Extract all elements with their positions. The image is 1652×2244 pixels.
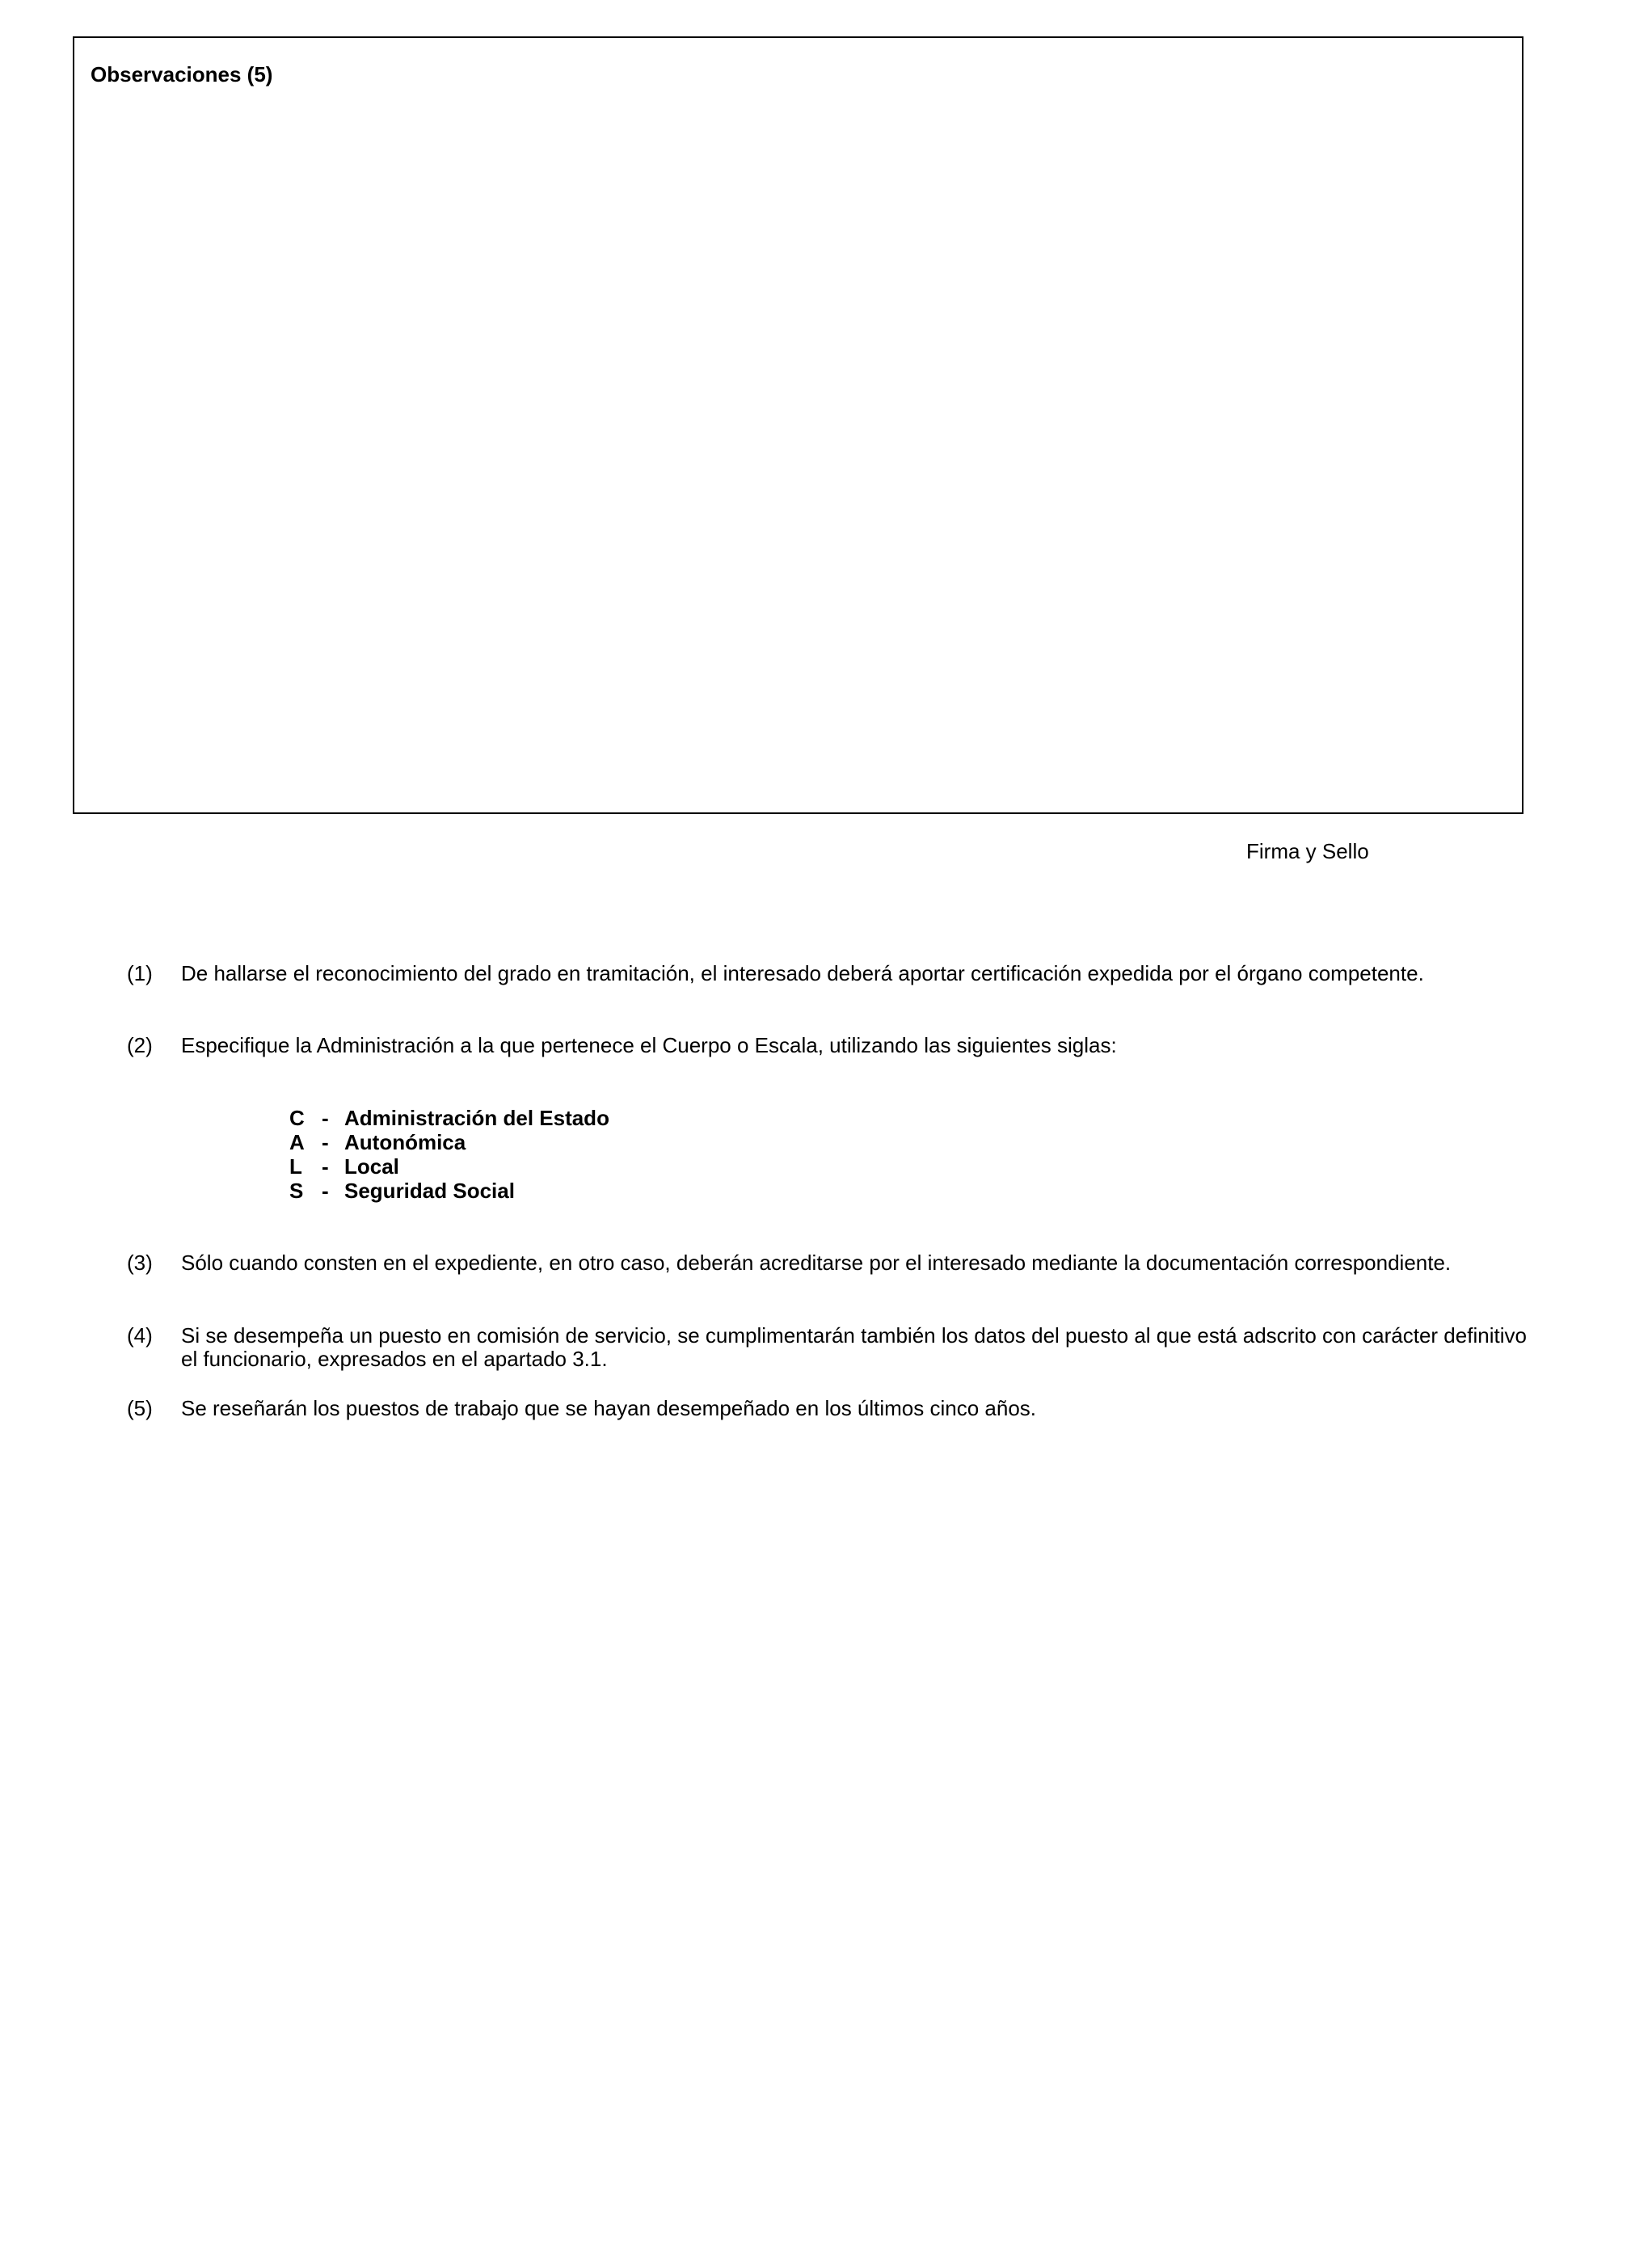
signature-label: Firma y Sello [1246, 839, 1369, 863]
sigla-dash: - [322, 1130, 329, 1154]
sigla-code: S [289, 1179, 304, 1203]
sigla-item [289, 1154, 609, 1179]
siglas-list [289, 1106, 609, 1203]
sigla-code: A [289, 1130, 305, 1154]
sigla-dash: - [322, 1106, 329, 1130]
sigla-label: Local [344, 1154, 399, 1179]
footnote-number: (2) [127, 1033, 153, 1057]
sigla-dash: - [322, 1154, 329, 1179]
sigla-label: Administración del Estado [344, 1106, 609, 1130]
footnote-number: (5) [127, 1396, 153, 1420]
sigla-label: Autonómica [344, 1130, 466, 1154]
footnote-number: (4) [127, 1323, 153, 1348]
sigla-dash: - [322, 1179, 329, 1203]
footnote-number: (3) [127, 1251, 153, 1275]
footnote-text: Si se desempeña un puesto en comisión de servicio, se cumplimentarán también los datos del puesto al que está adscrito con carácter definitivo el funcionario, expresados en el apartado 3.1. [181, 1323, 1527, 1371]
sigla-code: L [289, 1154, 302, 1179]
footnote-number: (1) [127, 961, 153, 985]
sigla-label: Seguridad Social [344, 1179, 515, 1203]
footnote-text: Se reseñarán los puestos de trabajo que se hayan desempeñado en los últimos cinco años. [181, 1396, 1037, 1420]
footnote-text: Especifique la Administración a la que pertenece el Cuerpo o Escala, utilizando las siguientes siglas: [181, 1033, 1117, 1057]
footnote-text: Sólo cuando consten en el expediente, en otro caso, deberán acreditarse por el interesado mediante la documentación correspondiente. [181, 1251, 1452, 1275]
sigla-item [289, 1179, 609, 1203]
sigla-item [289, 1130, 609, 1154]
footnote-text: De hallarse el reconocimiento del grado en tramitación, el interesado deberá aportar certificación expedida por el órgano competente. [181, 961, 1424, 985]
observations-box [73, 36, 1523, 814]
observations-title: Observaciones (5) [91, 62, 273, 86]
sigla-code: C [289, 1106, 305, 1130]
sigla-item [289, 1106, 609, 1130]
